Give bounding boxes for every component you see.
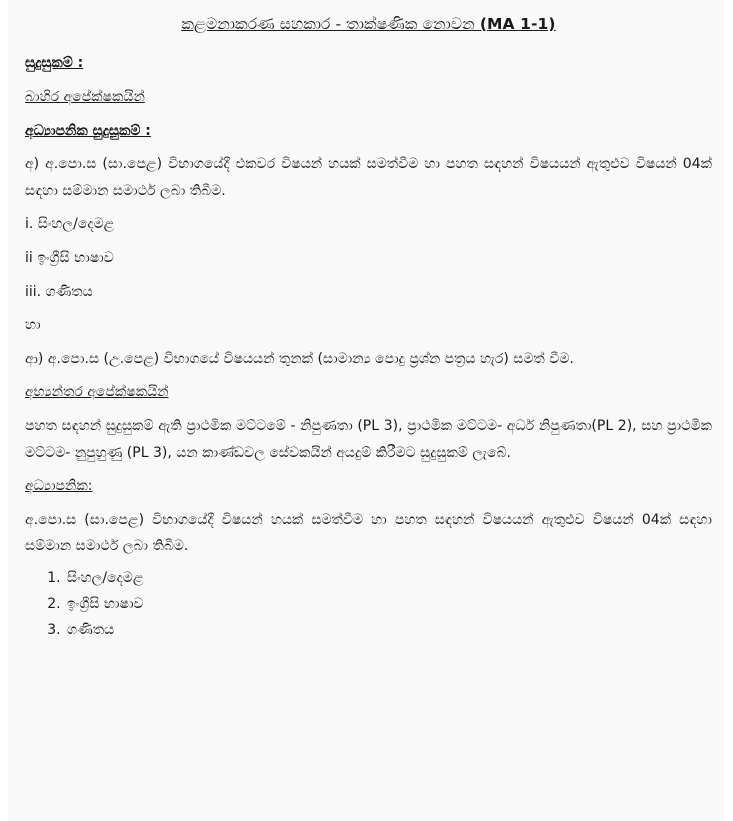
paragraph-aa: ආ) අ.පො.ස (උ.පෙළ) විභාගයේ විෂයයන් තුනක් (සාමාන්‍ය පොදු ප්‍රශ්න පත්‍රය හැර) සමත් වීම. xyxy=(25,350,574,367)
title-code: (MA 1-1) xyxy=(479,15,556,33)
document-title xyxy=(25,10,712,39)
internal-candidates-heading: අභ්‍යන්තර අපේක්ෂකයින් xyxy=(25,384,169,401)
educational-heading-2: අධ්‍යාපනික: xyxy=(25,478,93,495)
subject-list-item: 3. ගණිතය xyxy=(65,618,712,644)
educational-qualifications-heading: අධ්‍යාපනික සුදුසුකම් : xyxy=(25,122,151,139)
educational-paragraph-2: අ.පො.ස (සා.පෙළ) විභාගයේදී විෂයන් හයක් සමත්වීම හා පහත සඳහන් විෂයයන් ඇතුළුව විෂයන් 04ක් සඳහා සම්මාන සමාර්ථ ලබා තිබීම. xyxy=(25,511,712,555)
title-text: කළමනාකරණ සහකාර - තාක්ෂණික නොවන xyxy=(181,15,480,33)
subject-item-3: iii. ගණිතය xyxy=(25,283,93,300)
subject-list xyxy=(25,566,712,644)
subject-item-2: ii ඉංග්‍රීසි භාෂාව xyxy=(25,250,114,266)
qualifications-heading: සුදුසුකම් : xyxy=(25,55,84,72)
subject-list-item: 2. ඉංග්‍රීසි භාෂාව xyxy=(65,592,712,618)
external-candidates-heading: බාහිර අපේක්ෂකයින් xyxy=(25,89,145,106)
internal-paragraph: පහත සඳහන් සුදුසුකම් ඇති ප්‍රාථමික මට්ටමේ - නිපුණතා (PL 3), ප්‍රාථමික මට්ටම- අර්ධ නිපුණතා(PL 2), සහ ප්‍රාථමික මට්ටම- නුපුහුණු (PL 3), යන කාණ්ඩවල සේවකයින් අයදුම් කිරීමට සුදුසුකම් ලැබේ. xyxy=(25,417,712,461)
subject-item-1: i. සිංහල/දෙමළ xyxy=(25,216,115,233)
and-text: හා xyxy=(25,317,41,334)
paragraph-a: අ) අ.පො.ස (සා.පෙළ) විභාගයේදී එකවර විෂයන් හයක් සමත්වීම හා පහත සඳහන් විෂයයන් ඇතුළුව විෂයන් 04ක් සඳහා සම්මාන සමාර්ථ ලබා තිබීම. xyxy=(25,156,712,199)
subject-list-item: 1. සිංහල/දෙමළ xyxy=(65,566,712,592)
document-page xyxy=(8,0,724,821)
